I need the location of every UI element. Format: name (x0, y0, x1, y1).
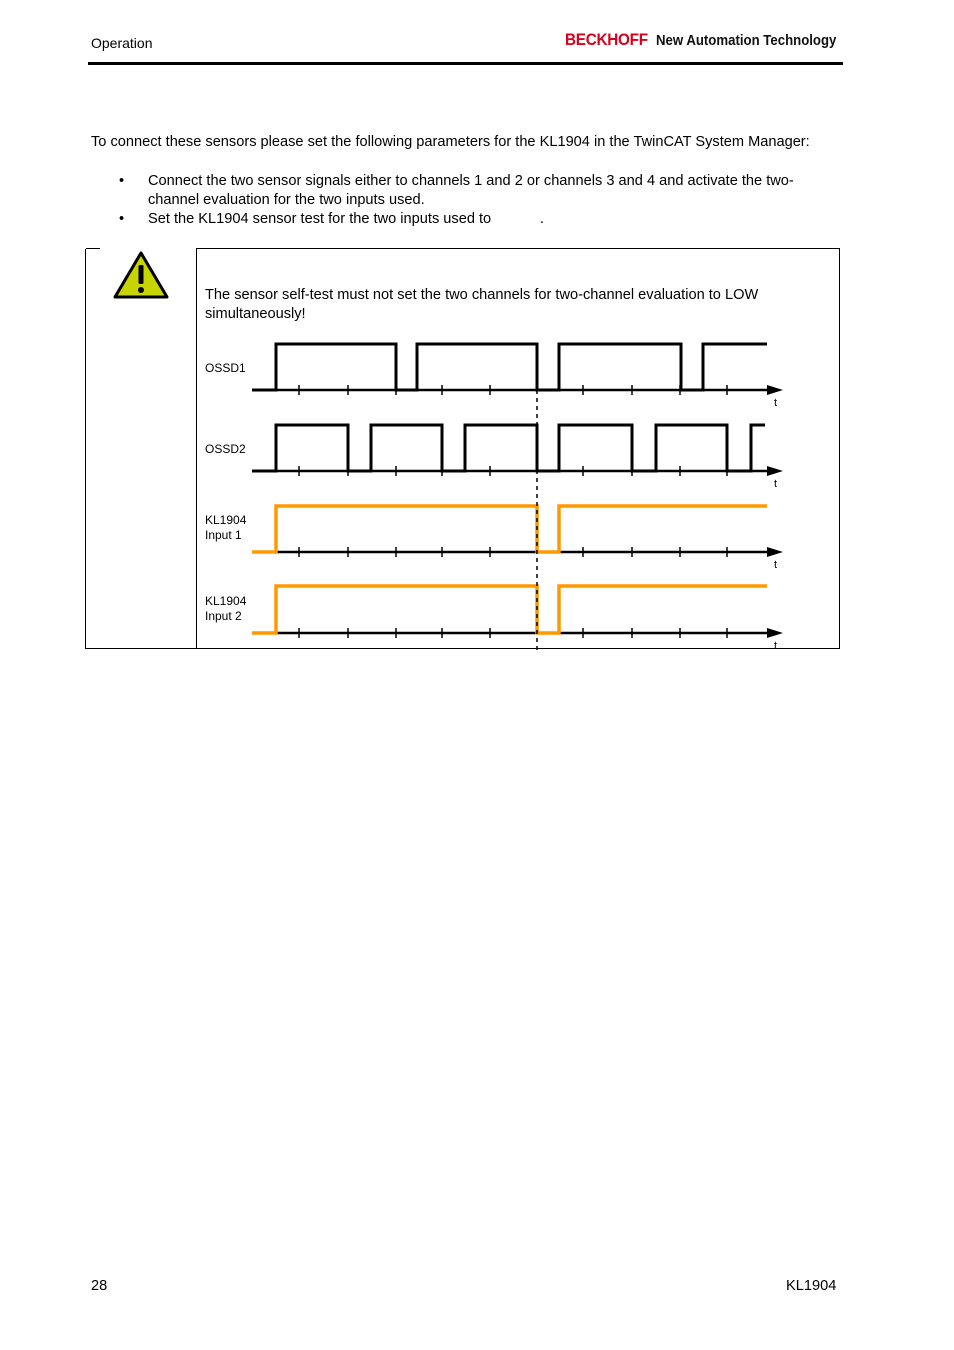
header-rule (88, 62, 843, 65)
signal-input1 (252, 506, 767, 552)
section-title: Operation (91, 35, 153, 51)
signal-ossd2 (252, 425, 765, 471)
signal-input2 (252, 586, 767, 633)
bullet-list (91, 172, 831, 229)
axis-arrow (767, 547, 783, 557)
signal-label: KL1904 (205, 513, 247, 527)
signal-ossd1 (252, 344, 767, 390)
axis-label: t (774, 640, 778, 652)
tick-marks (299, 385, 727, 638)
brand-slogan: New Automation Technology (655, 32, 836, 49)
axis-arrow (767, 385, 783, 395)
brand-name: BECKHOFF (565, 30, 648, 49)
bullet-dot: • (119, 211, 125, 227)
bullet-text: Set the KL1904 sensor test for the two inputs used to . (148, 211, 544, 227)
list-item (91, 210, 831, 229)
signal-label: OSSD2 (205, 442, 246, 456)
brand-logo (565, 30, 861, 50)
footer-product: KL1904 (786, 1278, 837, 1294)
signal-label: Input 1 (205, 528, 242, 542)
axis-arrow (767, 466, 783, 476)
signal-label: OSSD1 (205, 361, 246, 375)
bullet-text: Connect the two sensor signals either to channels 1 and 2 or channels 3 and 4 and activate the two-channel evaluation for the two inputs used. (148, 173, 794, 208)
page-number: 28 (91, 1278, 108, 1294)
timing-diagram (197, 334, 797, 654)
axis-arrow (767, 628, 783, 638)
note-border (196, 248, 840, 249)
list-item (91, 172, 831, 210)
warning-icon (113, 250, 169, 300)
intro-paragraph: To connect these sensors please set the following parameters for the KL1904 in the TwinCAT System Manager: (91, 134, 810, 150)
axis-label: t (774, 559, 778, 571)
axis-label: t (774, 397, 778, 409)
signal-label: KL1904 (205, 594, 247, 608)
signal-label: Input 2 (205, 609, 242, 623)
axis-label: t (774, 478, 778, 490)
bullet-dot: • (119, 173, 125, 189)
warning-text: The sensor self-test must not set the two channels for two-channel evaluation to LOW simultaneously! (205, 287, 759, 322)
note-border (86, 248, 100, 249)
